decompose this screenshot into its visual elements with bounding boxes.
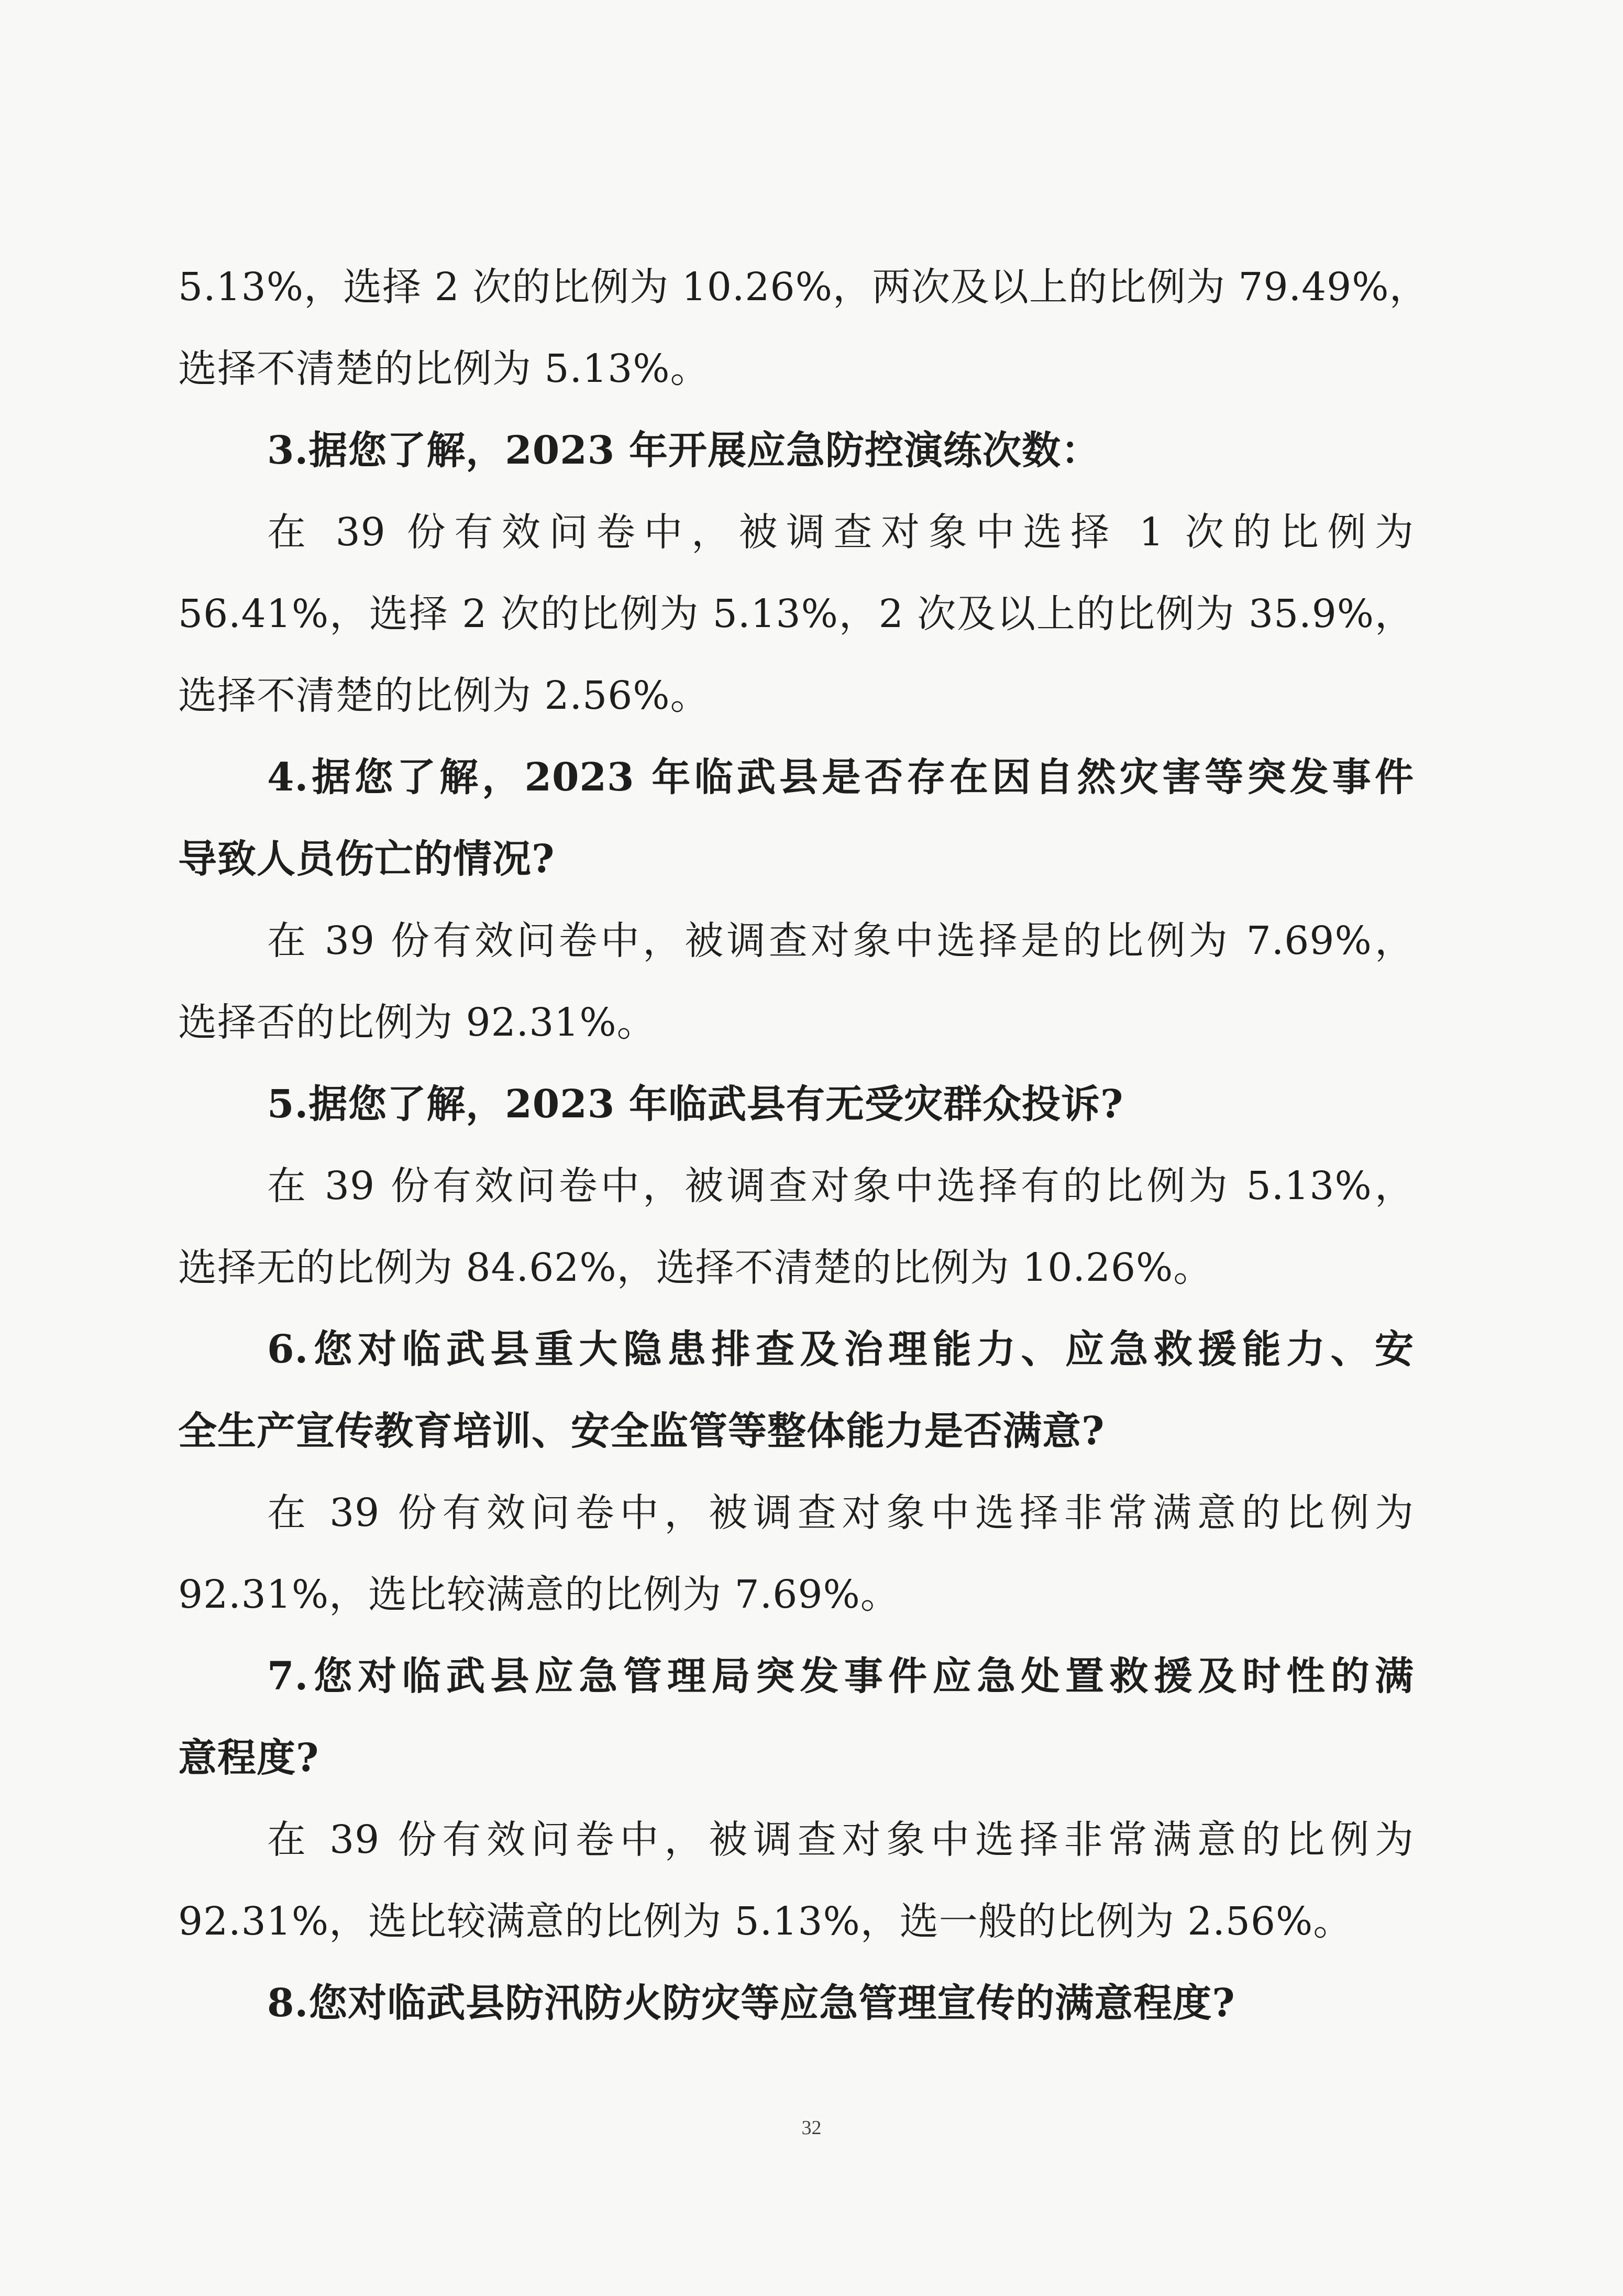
question-heading: 4.据您了解，2023 年临武县是否存在因自然灾害等突发事件 [267, 755, 1414, 800]
body-text-line: 5.13%，选择 2 次的比例为 10.26%，两次及以上的比例为 79.49%， [178, 265, 1429, 310]
body-text-line: 92.31%，选比较满意的比例为 7.69%。 [178, 1572, 900, 1617]
question-heading: 3.据您了解，2023 年开展应急防控演练次数： [267, 428, 1100, 473]
body-text-line: 在 39 份有效问卷中，被调查对象中选择非常满意的比例为 [267, 1490, 1414, 1535]
question-heading: 5.据您了解，2023 年临武县有无受灾群众投诉? [267, 1082, 1124, 1127]
question-heading: 8.您对临武县防汛防火防灾等应急管理宣传的满意程度? [267, 1981, 1235, 2026]
question-heading: 全生产宣传教育培训、安全监管等整体能力是否满意? [178, 1409, 1105, 1454]
question-heading: 意程度? [178, 1735, 319, 1781]
question-heading: 6.您对临武县重大隐患排查及治理能力、应急救援能力、安 [267, 1327, 1414, 1372]
body-text-line: 选择无的比例为 84.62%，选择不清楚的比例为 10.26%。 [178, 1245, 1213, 1290]
body-text-line: 在 39 份有效问卷中，被调查对象中选择 1 次的比例为 [267, 510, 1414, 555]
question-heading: 7.您对临武县应急管理局突发事件应急处置救援及时性的满 [267, 1654, 1414, 1699]
body-text-line: 选择不清楚的比例为 5.13%。 [178, 346, 710, 391]
question-heading: 导致人员伤亡的情况? [178, 837, 555, 882]
page-number: 32 [801, 2117, 822, 2139]
body-text-line: 56.41%，选择 2 次的比例为 5.13%，2 次及以上的比例为 35.9%， [178, 591, 1414, 636]
body-text-line: 在 39 份有效问卷中，被调查对象中选择非常满意的比例为 [267, 1817, 1414, 1862]
body-text-line: 选择不清楚的比例为 2.56%。 [178, 673, 710, 718]
body-text-line: 92.31%，选比较满意的比例为 5.13%，选一般的比例为 2.56%。 [178, 1899, 1353, 1944]
body-text-line: 在 39 份有效问卷中，被调查对象中选择有的比例为 5.13%， [267, 1163, 1414, 1209]
body-text-line: 选择否的比例为 92.31%。 [178, 1000, 656, 1045]
body-text-line: 在 39 份有效问卷中，被调查对象中选择是的比例为 7.69%， [267, 918, 1414, 963]
document-body [178, 246, 1429, 2044]
